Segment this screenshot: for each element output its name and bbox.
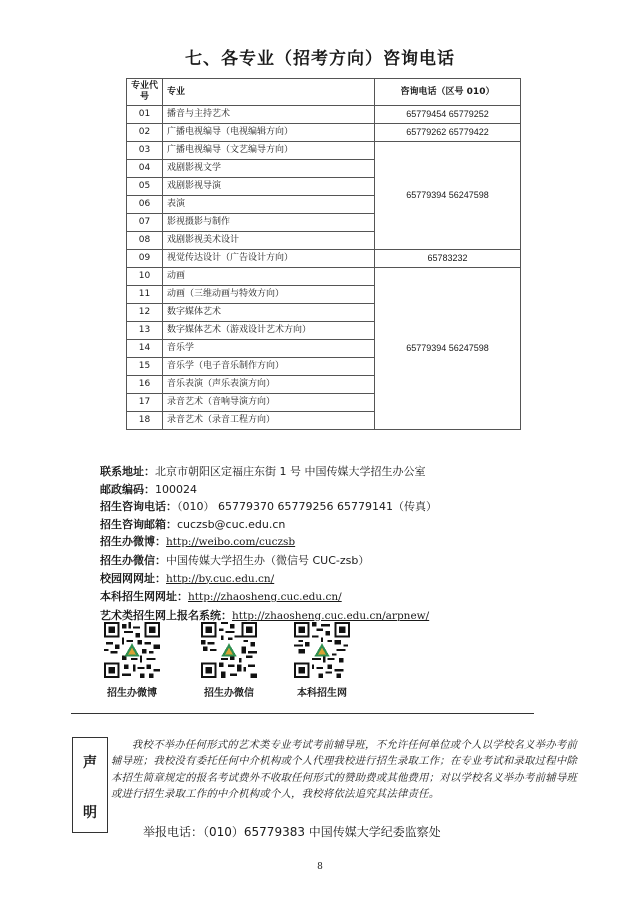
declaration-heading-box	[72, 737, 108, 833]
phone-value: （010） 65779370 65779256 65779141（传真）	[177, 500, 437, 514]
table-row	[127, 268, 521, 286]
majors-phone-table	[126, 78, 521, 430]
qr-weibo[interactable]	[94, 622, 170, 699]
page-number: 8	[317, 862, 323, 872]
campus-link[interactable]: http://by.cuc.edu.cn/	[166, 572, 275, 585]
row-phone: 65783232	[375, 250, 521, 268]
weibo-label: 招生办微博：	[100, 535, 166, 549]
declaration-heading-char: 明	[83, 805, 97, 821]
header-phone: 咨询电话（区号 010）	[375, 79, 521, 106]
email-row	[100, 516, 437, 534]
row-code: 16	[127, 376, 163, 394]
row-phone-merged: 65779394 56247598	[375, 268, 521, 430]
report-phone: 举报电话：（010）65779383 中国传媒大学纪委监察处	[143, 825, 441, 839]
row-phone: 65779454 65779252	[375, 106, 521, 124]
row-major: 音乐学（电子音乐制作方向）	[163, 358, 375, 376]
row-major: 数字媒体艺术	[163, 304, 375, 322]
row-major: 音乐学	[163, 340, 375, 358]
email-value: cuczsb@cuc.edu.cn	[177, 517, 286, 531]
section-divider	[71, 713, 534, 714]
row-major: 动画	[163, 268, 375, 286]
row-major: 录音艺术（录音工程方向）	[163, 412, 375, 430]
weibo-link[interactable]: http://weibo.com/cuczsb	[166, 536, 296, 549]
wechat-row	[100, 552, 437, 570]
row-major: 广播电视编导（文艺编导方向）	[163, 142, 375, 160]
table-row	[127, 106, 521, 124]
qr-label: 招生办微博	[107, 688, 157, 699]
row-code: 13	[127, 322, 163, 340]
qr-code-icon	[201, 622, 257, 678]
row-code: 07	[127, 214, 163, 232]
row-code: 05	[127, 178, 163, 196]
row-phone: 65779262 65779422	[375, 124, 521, 142]
row-code: 11	[127, 286, 163, 304]
row-code: 18	[127, 412, 163, 430]
header-major: 专业	[163, 79, 375, 106]
postcode-label: 邮政编码：	[100, 482, 155, 496]
row-code: 15	[127, 358, 163, 376]
address-label: 联系地址：	[100, 465, 155, 478]
arts-label: 艺术类招生网上报名系统：	[100, 608, 232, 622]
row-major: 动画（三维动画与特效方向）	[163, 286, 375, 304]
wechat-value: 中国传媒大学招生办（微信号 CUC-zsb）	[166, 553, 370, 567]
row-code: 06	[127, 196, 163, 214]
table-row	[127, 142, 521, 160]
qr-undergrad[interactable]	[284, 622, 360, 699]
row-major: 戏剧影视文学	[163, 160, 375, 178]
address-value: 北京市朝阳区定福庄东街 1 号 中国传媒大学招生办公室	[155, 465, 426, 478]
qr-wechat[interactable]	[191, 622, 267, 699]
row-major: 表演	[163, 196, 375, 214]
row-code: 09	[127, 250, 163, 268]
table-row	[127, 124, 521, 142]
row-major: 录音艺术（音响导演方向）	[163, 394, 375, 412]
contact-info	[100, 463, 437, 625]
row-major: 播音与主持艺术	[163, 106, 375, 124]
row-major: 视觉传达设计（广告设计方向）	[163, 250, 375, 268]
undergrad-label: 本科招生网网址：	[100, 590, 188, 604]
undergrad-link[interactable]: http://zhaosheng.cuc.edu.cn/	[188, 591, 342, 604]
declaration-text: 我校不举办任何形式的艺术类专业考试考前辅导班，不允许任何单位或个人以学校名义举办考前辅导班；我校没有委托任何中介机构或个人代理我校进行招生录取工作；在专业考试和录取过程中除本招生简章规定的报名考试费外不收取任何形式的赞助费或其他费用；对以学校名义举办考前辅导班或进行招生录取工作的中介机构或个人，我校将依法追究其法律责任。	[111, 739, 577, 801]
row-code: 12	[127, 304, 163, 322]
weibo-row	[100, 533, 437, 552]
address-row	[100, 463, 437, 481]
row-major: 戏剧影视导演	[163, 178, 375, 196]
email-label: 招生咨询邮箱：	[100, 517, 177, 531]
table-row	[127, 250, 521, 268]
phone-row	[100, 498, 437, 516]
qr-code-icon	[294, 622, 350, 678]
campus-row	[100, 570, 437, 589]
qr-code-icon	[104, 622, 160, 678]
campus-label: 校园网网址：	[100, 571, 166, 585]
row-code: 03	[127, 142, 163, 160]
wechat-label: 招生办微信：	[100, 553, 166, 567]
arts-link[interactable]: http://zhaosheng.cuc.edu.cn/arpnew/	[232, 609, 430, 622]
postcode-value: 100024	[155, 482, 197, 496]
row-major: 戏剧影视美术设计	[163, 232, 375, 250]
row-major: 影视摄影与制作	[163, 214, 375, 232]
header-code: 专业代号	[127, 79, 163, 106]
row-phone-merged: 65779394 56247598	[375, 142, 521, 250]
row-major: 广播电视编导（电视编辑方向）	[163, 124, 375, 142]
row-major: 音乐表演（声乐表演方向）	[163, 376, 375, 394]
row-code: 02	[127, 124, 163, 142]
row-code: 01	[127, 106, 163, 124]
row-code: 14	[127, 340, 163, 358]
qr-label: 本科招生网	[297, 688, 347, 699]
row-major: 数字媒体艺术（游戏设计艺术方向）	[163, 322, 375, 340]
row-code: 04	[127, 160, 163, 178]
postcode-row	[100, 481, 437, 499]
row-code: 17	[127, 394, 163, 412]
undergrad-row	[100, 588, 437, 607]
table-header-row	[127, 79, 521, 106]
declaration-heading-char: 声	[83, 755, 97, 771]
page-title: 七、各专业（招考方向）咨询电话	[185, 49, 455, 69]
row-code: 10	[127, 268, 163, 286]
row-code: 08	[127, 232, 163, 250]
qr-label: 招生办微信	[204, 688, 254, 699]
phone-label: 招生咨询电话：	[100, 500, 177, 514]
